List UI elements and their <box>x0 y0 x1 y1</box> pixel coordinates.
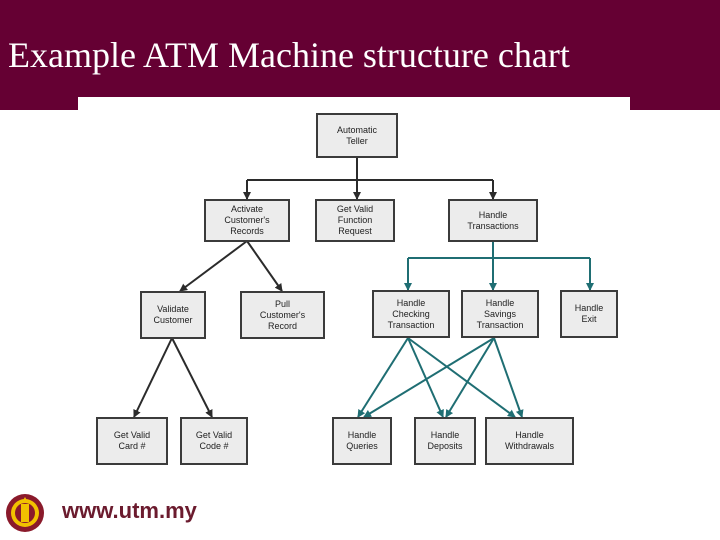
node-handle-transactions: Handle Transactions <box>448 199 538 242</box>
node-handle-deposits: Handle Deposits <box>414 417 476 465</box>
node-handle-checking-transaction: Handle Checking Transaction <box>372 290 450 338</box>
node-activate-customer-records: Activate Customer's Records <box>204 199 290 242</box>
node-validate-customer: Validate Customer <box>140 291 206 339</box>
connector-checking-savings-children <box>358 338 522 417</box>
node-handle-savings-transaction: Handle Savings Transaction <box>461 290 539 338</box>
node-handle-queries: Handle Queries <box>332 417 392 465</box>
node-automatic-teller: Automatic Teller <box>316 113 398 158</box>
node-handle-exit: Handle Exit <box>560 290 618 338</box>
connector-validate-children <box>134 338 212 417</box>
node-get-valid-card: Get Valid Card # <box>96 417 168 465</box>
node-get-valid-code: Get Valid Code # <box>180 417 248 465</box>
connector-transactions-children <box>408 241 590 290</box>
node-get-valid-function-request: Get Valid Function Request <box>315 199 395 242</box>
slide-title: Example ATM Machine structure chart <box>8 35 570 75</box>
connector-root-children <box>247 158 493 199</box>
connector-activate-children <box>180 241 282 291</box>
node-handle-withdrawals: Handle Withdrawals <box>485 417 574 465</box>
node-pull-customer-record: Pull Customer's Record <box>240 291 325 339</box>
utm-logo-icon <box>4 492 46 534</box>
footer-url[interactable]: www.utm.my <box>62 498 197 523</box>
